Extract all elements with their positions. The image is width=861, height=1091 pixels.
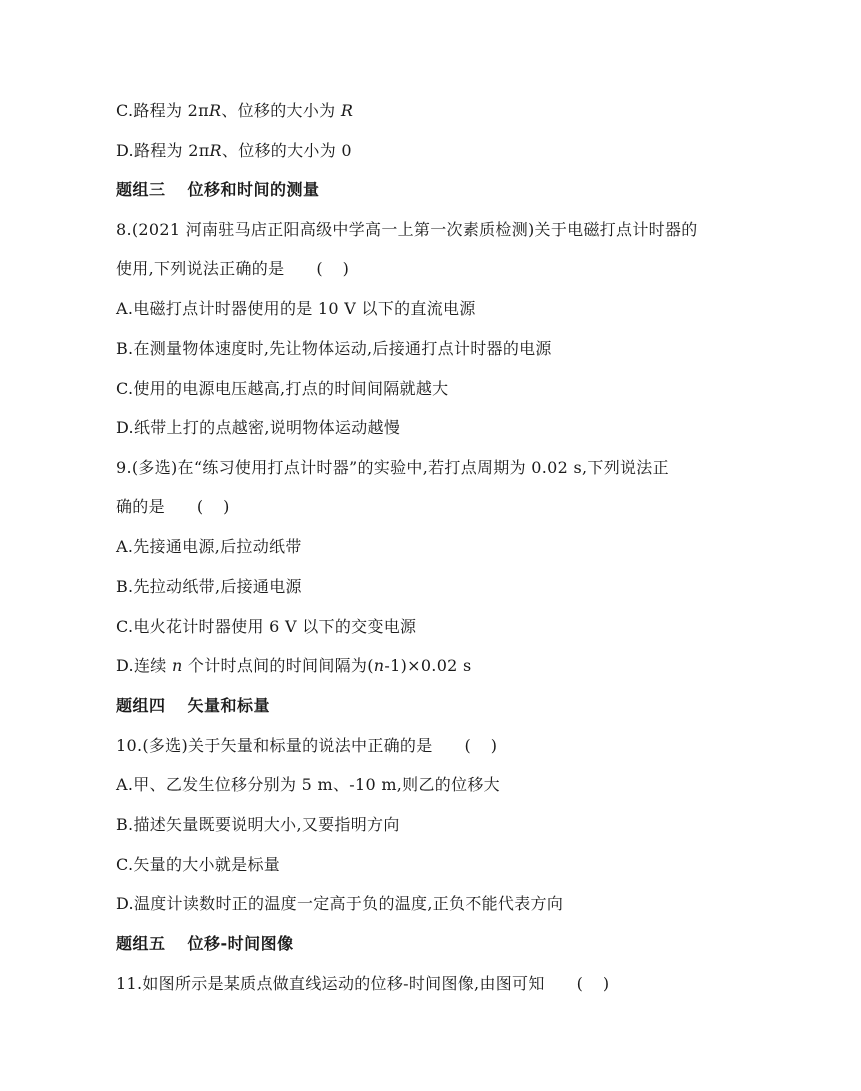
q10-stem: 10.(多选)关于矢量和标量的说法中正确的是 () (116, 736, 518, 755)
q9-option-a: A.先接通电源,后拉动纸带 (116, 537, 302, 556)
q11-answer-paren: () (576, 974, 630, 993)
q8-stem-line2: 使用,下列说法正确的是 () (116, 259, 369, 278)
q9-stem-line1: 9.(多选)在“练习使用打点计时器”的实验中,若打点周期为 0.02 s,下列说法正 (116, 458, 669, 477)
group4-heading: 题组四 矢量和标量 (116, 696, 271, 715)
q8-stem-line1: 8.(2021 河南驻马店正阳高级中学高一上第一次素质检测)关于电磁打点计时器的 (116, 220, 698, 239)
q10-option-b: B.描述矢量既要说明大小,又要指明方向 (116, 815, 400, 834)
q9-option-d: D.连续 n 个计时点间的时间间隔为(n-1)×0.02 s (116, 656, 472, 675)
q8-option-c: C.使用的电源电压越高,打点的时间间隔就越大 (116, 379, 449, 398)
q8-answer-paren: () (316, 259, 369, 278)
q10-answer-paren: () (464, 736, 518, 755)
group5-heading: 题组五 位移-时间图像 (116, 934, 294, 953)
q7-option-c: C.路程为 2πR、位移的大小为 R (116, 101, 354, 120)
q9-option-c: C.电火花计时器使用 6 V 以下的交变电源 (116, 617, 417, 636)
q8-option-b: B.在测量物体速度时,先让物体运动,后接通打点计时器的电源 (116, 339, 552, 358)
q9-stem-line2: 确的是 () (116, 497, 250, 516)
q7-option-d: D.路程为 2πR、位移的大小为 0 (116, 141, 352, 160)
q10-option-a: A.甲、乙发生位移分别为 5 m、-10 m,则乙的位移大 (116, 775, 500, 794)
q9-answer-paren: () (196, 497, 250, 516)
q8-option-d: D.纸带上打的点越密,说明物体运动越慢 (116, 418, 401, 437)
q10-option-d: D.温度计读数时正的温度一定高于负的温度,正负不能代表方向 (116, 894, 564, 913)
q11-stem: 11.如图所示是某质点做直线运动的位移-时间图像,由图可知 () (116, 974, 630, 993)
q8-option-a: A.电磁打点计时器使用的是 10 V 以下的直流电源 (116, 299, 476, 318)
q10-option-c: C.矢量的大小就是标量 (116, 855, 281, 874)
q9-option-b: B.先拉动纸带,后接通电源 (116, 577, 302, 596)
group3-heading: 题组三 位移和时间的测量 (116, 180, 320, 199)
